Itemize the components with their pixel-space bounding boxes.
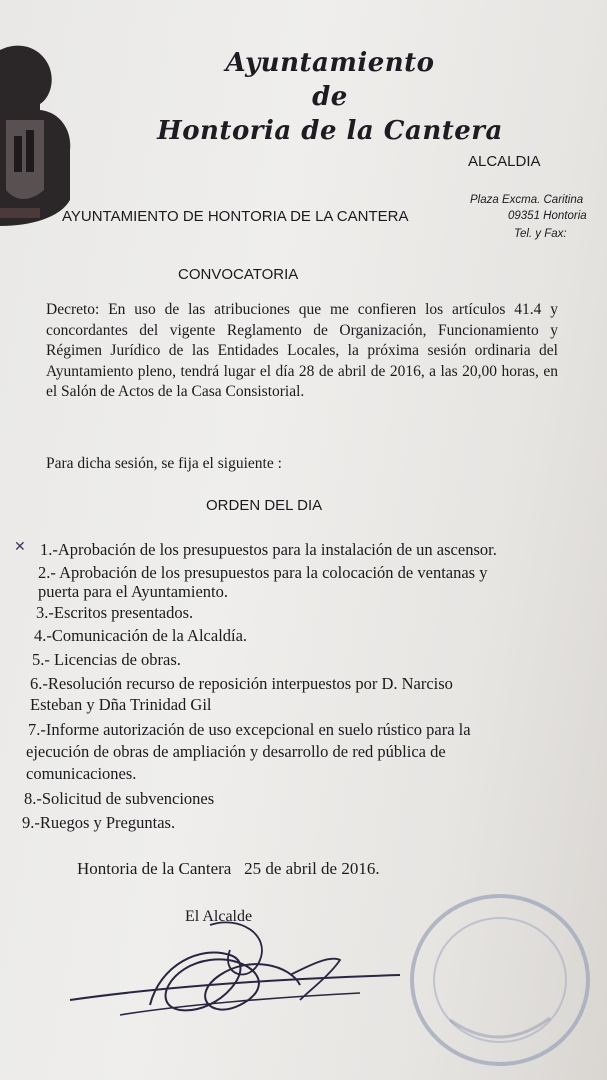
alcaldia-label: ALCALDIA (468, 153, 541, 170)
header-line-2: de (312, 82, 348, 112)
header-line-3: Hontoria de la Cantera (157, 116, 503, 146)
intro-text: Para dicha sesión, se fija el siguiente : (46, 455, 282, 472)
agenda-item: puerta para el Ayuntamiento. (38, 582, 228, 601)
decree-paragraph: Decreto: En uso de las atribuciones que me confieren los artículos 41.4 y concordantes del vigente Reglamento de Organización, Funcionamiento y Régimen Jurídico de las Entidades Locales, la próxima sesión ordinaria del Ayuntamiento pleno, tendrá lugar el día 28 de abril de 2016, a las 20,00 horas, en el Salón de Actos de la Casa Consistorial. (46, 301, 558, 400)
agenda-item: 1.-Aprobación de los presupuestos para la instalación de un ascensor. (40, 540, 497, 559)
address-line-2: 09351 Hontoria (508, 210, 587, 222)
organization-name: AYUNTAMIENTO DE HONTORIA DE LA CANTERA (62, 208, 409, 225)
agenda-item: Esteban y Dña Trinidad Gil (30, 695, 212, 714)
agenda-item: comunicaciones. (26, 764, 137, 783)
agenda-item: 3.-Escritos presentados. (36, 603, 194, 622)
signature-icon (60, 905, 440, 1035)
agenda-item: 2.- Aprobación de los presupuestos para la colocación de ventanas y (38, 563, 488, 582)
signer-title: El Alcalde (185, 908, 253, 925)
document-title: CONVOCATORIA (178, 266, 299, 283)
closing-place-date: Hontoria de la Cantera 25 de abril de 2016. (77, 859, 380, 878)
cross-mark-icon: ✕ (14, 540, 26, 555)
agenda-item: 8.-Solicitud de subvenciones (24, 789, 215, 808)
agenda-item: ejecución de obras de ampliación y desarrollo de red pública de (26, 742, 446, 761)
agenda-item: 7.-Informe autorización de uso excepcional en suelo rústico para la (28, 720, 471, 739)
agenda-item: 4.-Comunicación de la Alcaldía. (34, 626, 248, 645)
agenda-item: 6.-Resolución recurso de reposición interpuestos por D. Narciso (30, 674, 453, 693)
address-line-1: Plaza Excma. Caritina (470, 194, 584, 206)
agenda-title: ORDEN DEL DIA (206, 497, 323, 514)
header-line-1: Ayuntamiento (225, 48, 435, 78)
agenda-item: 9.-Ruegos y Preguntas. (22, 813, 176, 832)
address-line-3: Tel. y Fax: (514, 228, 567, 240)
coat-of-arms-icon (0, 40, 78, 230)
agenda-item: 5.- Licencias de obras. (32, 650, 181, 669)
